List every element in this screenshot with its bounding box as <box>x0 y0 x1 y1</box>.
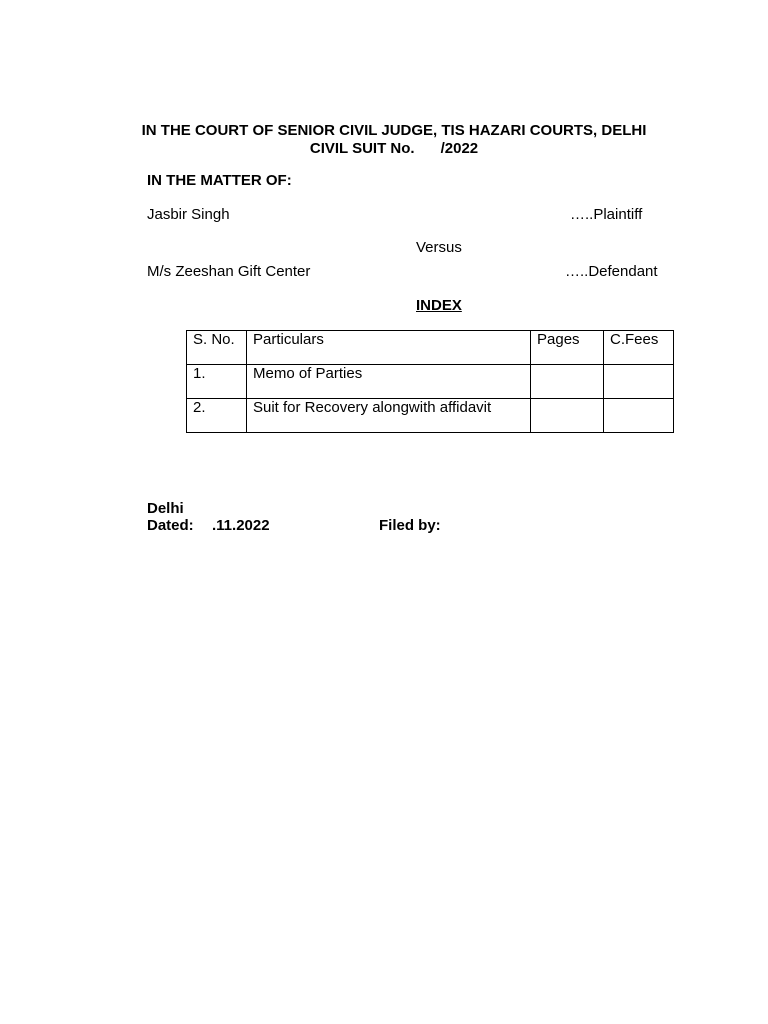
cell-court-fees <box>604 399 674 433</box>
place-label: Delhi <box>147 500 184 517</box>
plaintiff-role: …..Plaintiff <box>570 206 643 223</box>
cell-court-fees <box>604 365 674 399</box>
cell-particulars: Memo of Parties <box>247 365 531 399</box>
matter-heading: IN THE MATTER OF: <box>147 172 292 189</box>
cell-pages <box>531 399 604 433</box>
suit-year: /2022 <box>440 140 479 157</box>
dated-value: .11.2022 <box>212 517 270 534</box>
column-header-court-fees: C.Fees <box>604 331 674 365</box>
table-row <box>187 365 674 399</box>
cell-pages <box>531 365 604 399</box>
dated-label: Dated: <box>147 517 194 534</box>
cell-serial: 1. <box>187 365 247 399</box>
defendant-role: …..Defendant <box>565 263 658 280</box>
suit-prefix: CIVIL SUIT No. <box>309 140 415 157</box>
cell-particulars: Suit for Recovery alongwith affidavit <box>247 399 531 433</box>
defendant-name: M/s Zeeshan Gift Center <box>147 263 311 280</box>
column-header-pages: Pages <box>531 331 604 365</box>
column-header-serial: S. No. <box>187 331 247 365</box>
plaintiff-name: Jasbir Singh <box>147 206 230 223</box>
cell-serial: 2. <box>187 399 247 433</box>
index-table <box>186 330 674 433</box>
column-header-particulars: Particulars <box>247 331 531 365</box>
versus-label: Versus <box>416 239 462 256</box>
court-title: IN THE COURT OF SENIOR CIVIL JUDGE, TIS HAZARI COURTS, DELHI <box>141 122 647 139</box>
filed-by-label: Filed by: <box>379 517 441 534</box>
civil-suit-number <box>0 140 768 157</box>
table-row <box>187 399 674 433</box>
index-heading: INDEX <box>416 297 462 314</box>
table-header-row <box>187 331 674 365</box>
